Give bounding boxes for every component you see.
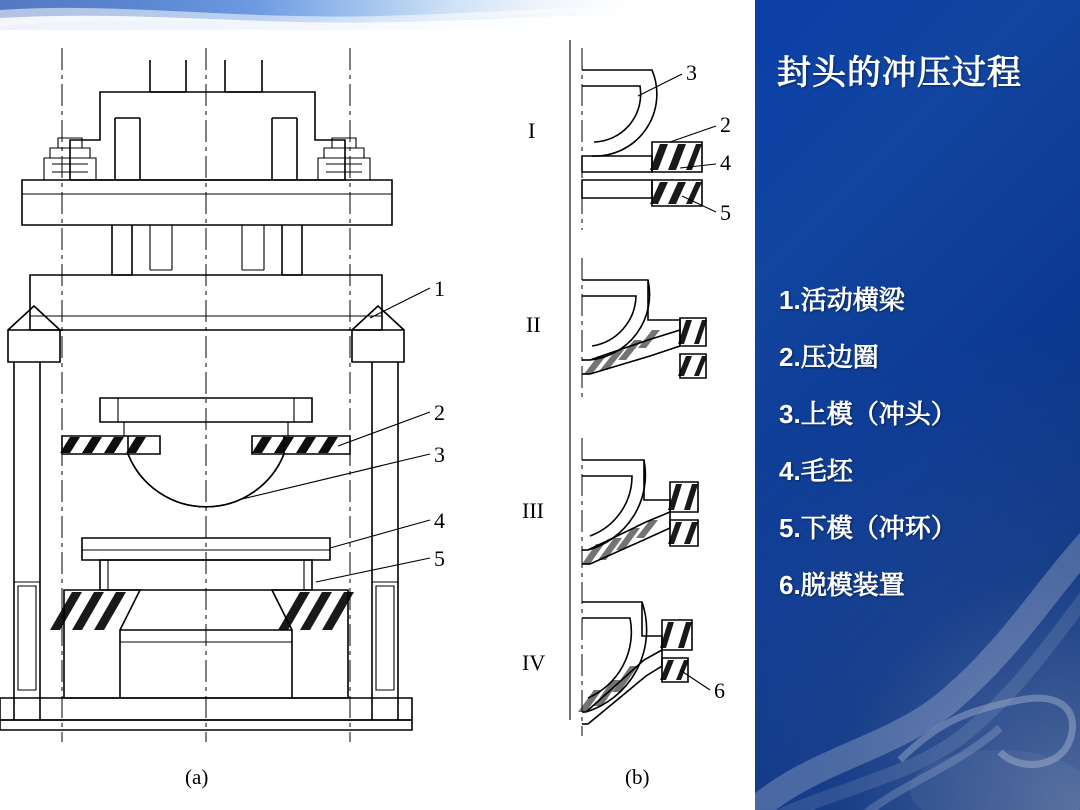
stage-IV — [522, 582, 725, 736]
stage-I — [528, 48, 731, 230]
figure-caption-b: (b) — [625, 765, 650, 789]
legend-item-number: 2. — [779, 342, 801, 372]
stage-III — [522, 438, 698, 586]
callout-a-2: 2 — [434, 400, 445, 425]
legend-item-number: 5. — [779, 513, 801, 543]
legend-item — [779, 386, 1075, 443]
legend-item — [779, 443, 1075, 500]
legend-item-number: 4. — [779, 456, 801, 486]
figure-caption-a: (a) — [185, 765, 209, 789]
legend-item-label: 上模（冲头） — [800, 399, 957, 429]
callout-a-1: 1 — [434, 276, 445, 301]
stage-label-I: I — [528, 118, 536, 143]
legend-item — [779, 272, 1075, 329]
legend-list — [779, 272, 1075, 614]
legend-item-number: 1. — [779, 285, 801, 315]
legend-item — [779, 500, 1075, 557]
legend-item-label: 活动横梁 — [800, 285, 905, 315]
callout-a-3: 3 — [434, 442, 445, 467]
legend-item-number: 6. — [779, 570, 801, 600]
callout-b-6: 6 — [714, 678, 725, 703]
legend-item-label: 脱模装置 — [800, 570, 905, 600]
decorative-top-band — [0, 0, 755, 30]
figure-area — [0, 30, 755, 810]
stage-label-II: II — [526, 312, 541, 337]
legend-item-label: 下模（冲环） — [800, 513, 957, 543]
callout-b-5: 5 — [720, 200, 731, 225]
callout-b-2: 2 — [720, 112, 731, 137]
forming-stages-diagram — [520, 30, 755, 750]
callout-a-5: 5 — [434, 546, 445, 571]
title-panel — [755, 0, 1080, 810]
legend-item-label: 毛坯 — [800, 456, 853, 486]
stage-label-III: III — [522, 498, 544, 523]
press-outline — [0, 48, 412, 742]
stage-label-IV: IV — [522, 650, 546, 675]
wave-graphic — [0, 0, 755, 30]
legend-item — [779, 329, 1075, 386]
page-title: 封头的冲压过程 — [777, 54, 1022, 92]
callout-a-4: 4 — [434, 508, 445, 533]
legend-item — [779, 557, 1075, 614]
callout-lines-a — [238, 276, 445, 582]
callout-b-3: 3 — [686, 60, 697, 85]
stage-II — [526, 258, 707, 402]
press-machine-diagram — [0, 30, 520, 750]
legend-item-label: 压边圈 — [800, 342, 879, 372]
legend-item-number: 3. — [779, 399, 801, 429]
callout-b-4: 4 — [720, 150, 731, 175]
